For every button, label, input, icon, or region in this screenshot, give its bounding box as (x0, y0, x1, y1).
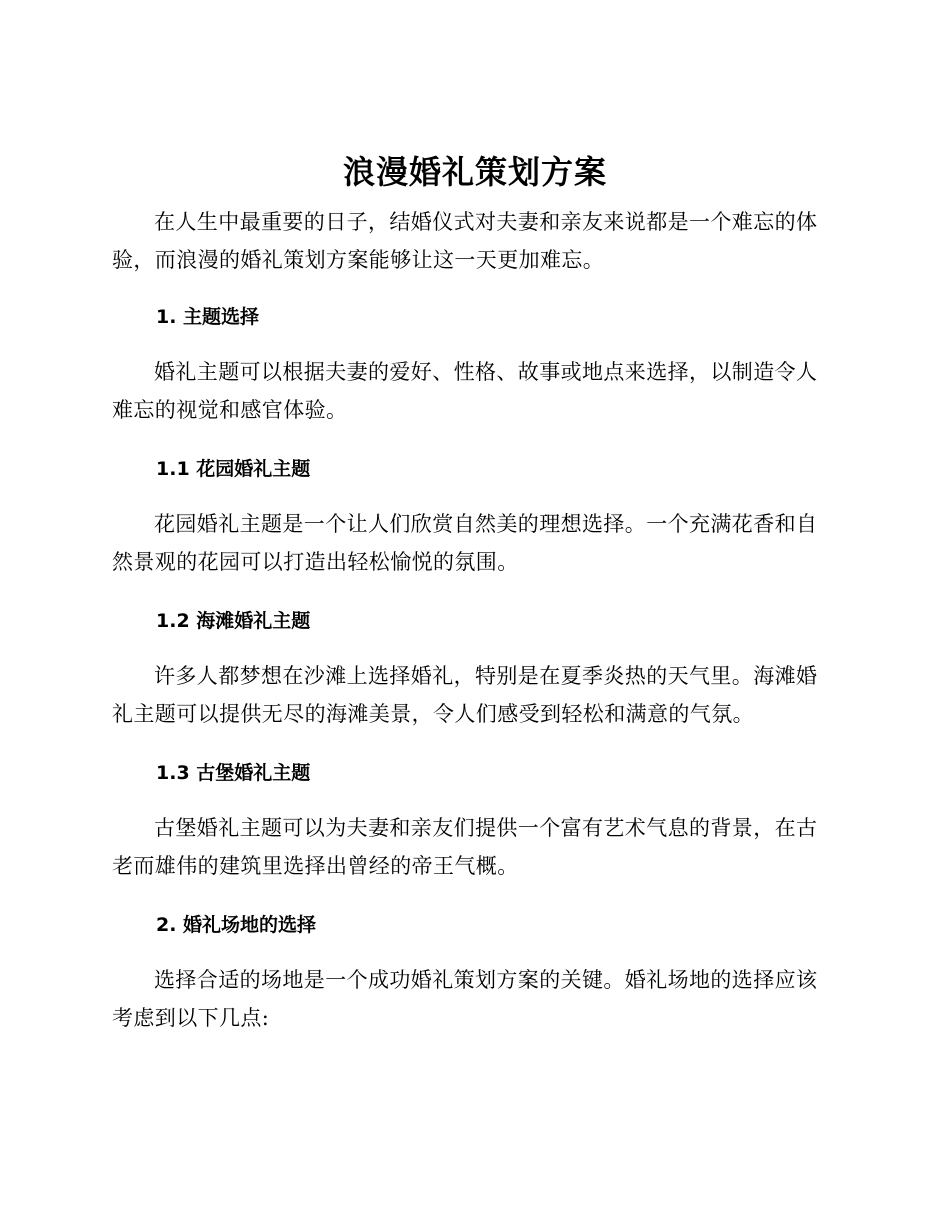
section-body-venue-selection: 选择合适的场地是一个成功婚礼策划方案的关键。婚礼场地的选择应该考虑到以下几点: (112, 968, 818, 1030)
section-body-castle-theme: 古堡婚礼主题可以为夫妻和亲友们提供一个富有艺术气息的背景，在古老而雄伟的建筑里选择出曾经的帝王气概。 (112, 816, 818, 878)
section-body-theme-selection: 婚礼主题可以根据夫妻的爱好、性格、故事或地点来选择，以制造令人难忘的视觉和感官体验。 (112, 360, 818, 422)
section-body-beach-theme: 许多人都梦想在沙滩上选择婚礼，特别是在夏季炎热的天气里。海滩婚礼主题可以提供无尽的海滩美景，令人们感受到轻松和满意的气氛。 (112, 664, 818, 726)
section-heading-beach-theme: 1.2 海滩婚礼主题 (156, 610, 311, 632)
section-heading-castle-theme: 1.3 古堡婚礼主题 (156, 762, 311, 784)
document-title: 浪漫婚礼策划方案 (342, 153, 607, 191)
section-heading-theme-selection: 1. 主题选择 (156, 306, 260, 328)
intro-paragraph: 在人生中最重要的日子，结婚仪式对夫妻和亲友来说都是一个难忘的体验，而浪漫的婚礼策划方案能够让这一天更加难忘。 (112, 210, 818, 272)
section-heading-venue-selection: 2. 婚礼场地的选择 (156, 914, 317, 936)
section-body-garden-theme: 花园婚礼主题是一个让人们欣赏自然美的理想选择。一个充满花香和自然景观的花园可以打造出轻松愉悦的氛围。 (112, 512, 818, 574)
section-heading-garden-theme: 1.1 花园婚礼主题 (156, 458, 311, 480)
